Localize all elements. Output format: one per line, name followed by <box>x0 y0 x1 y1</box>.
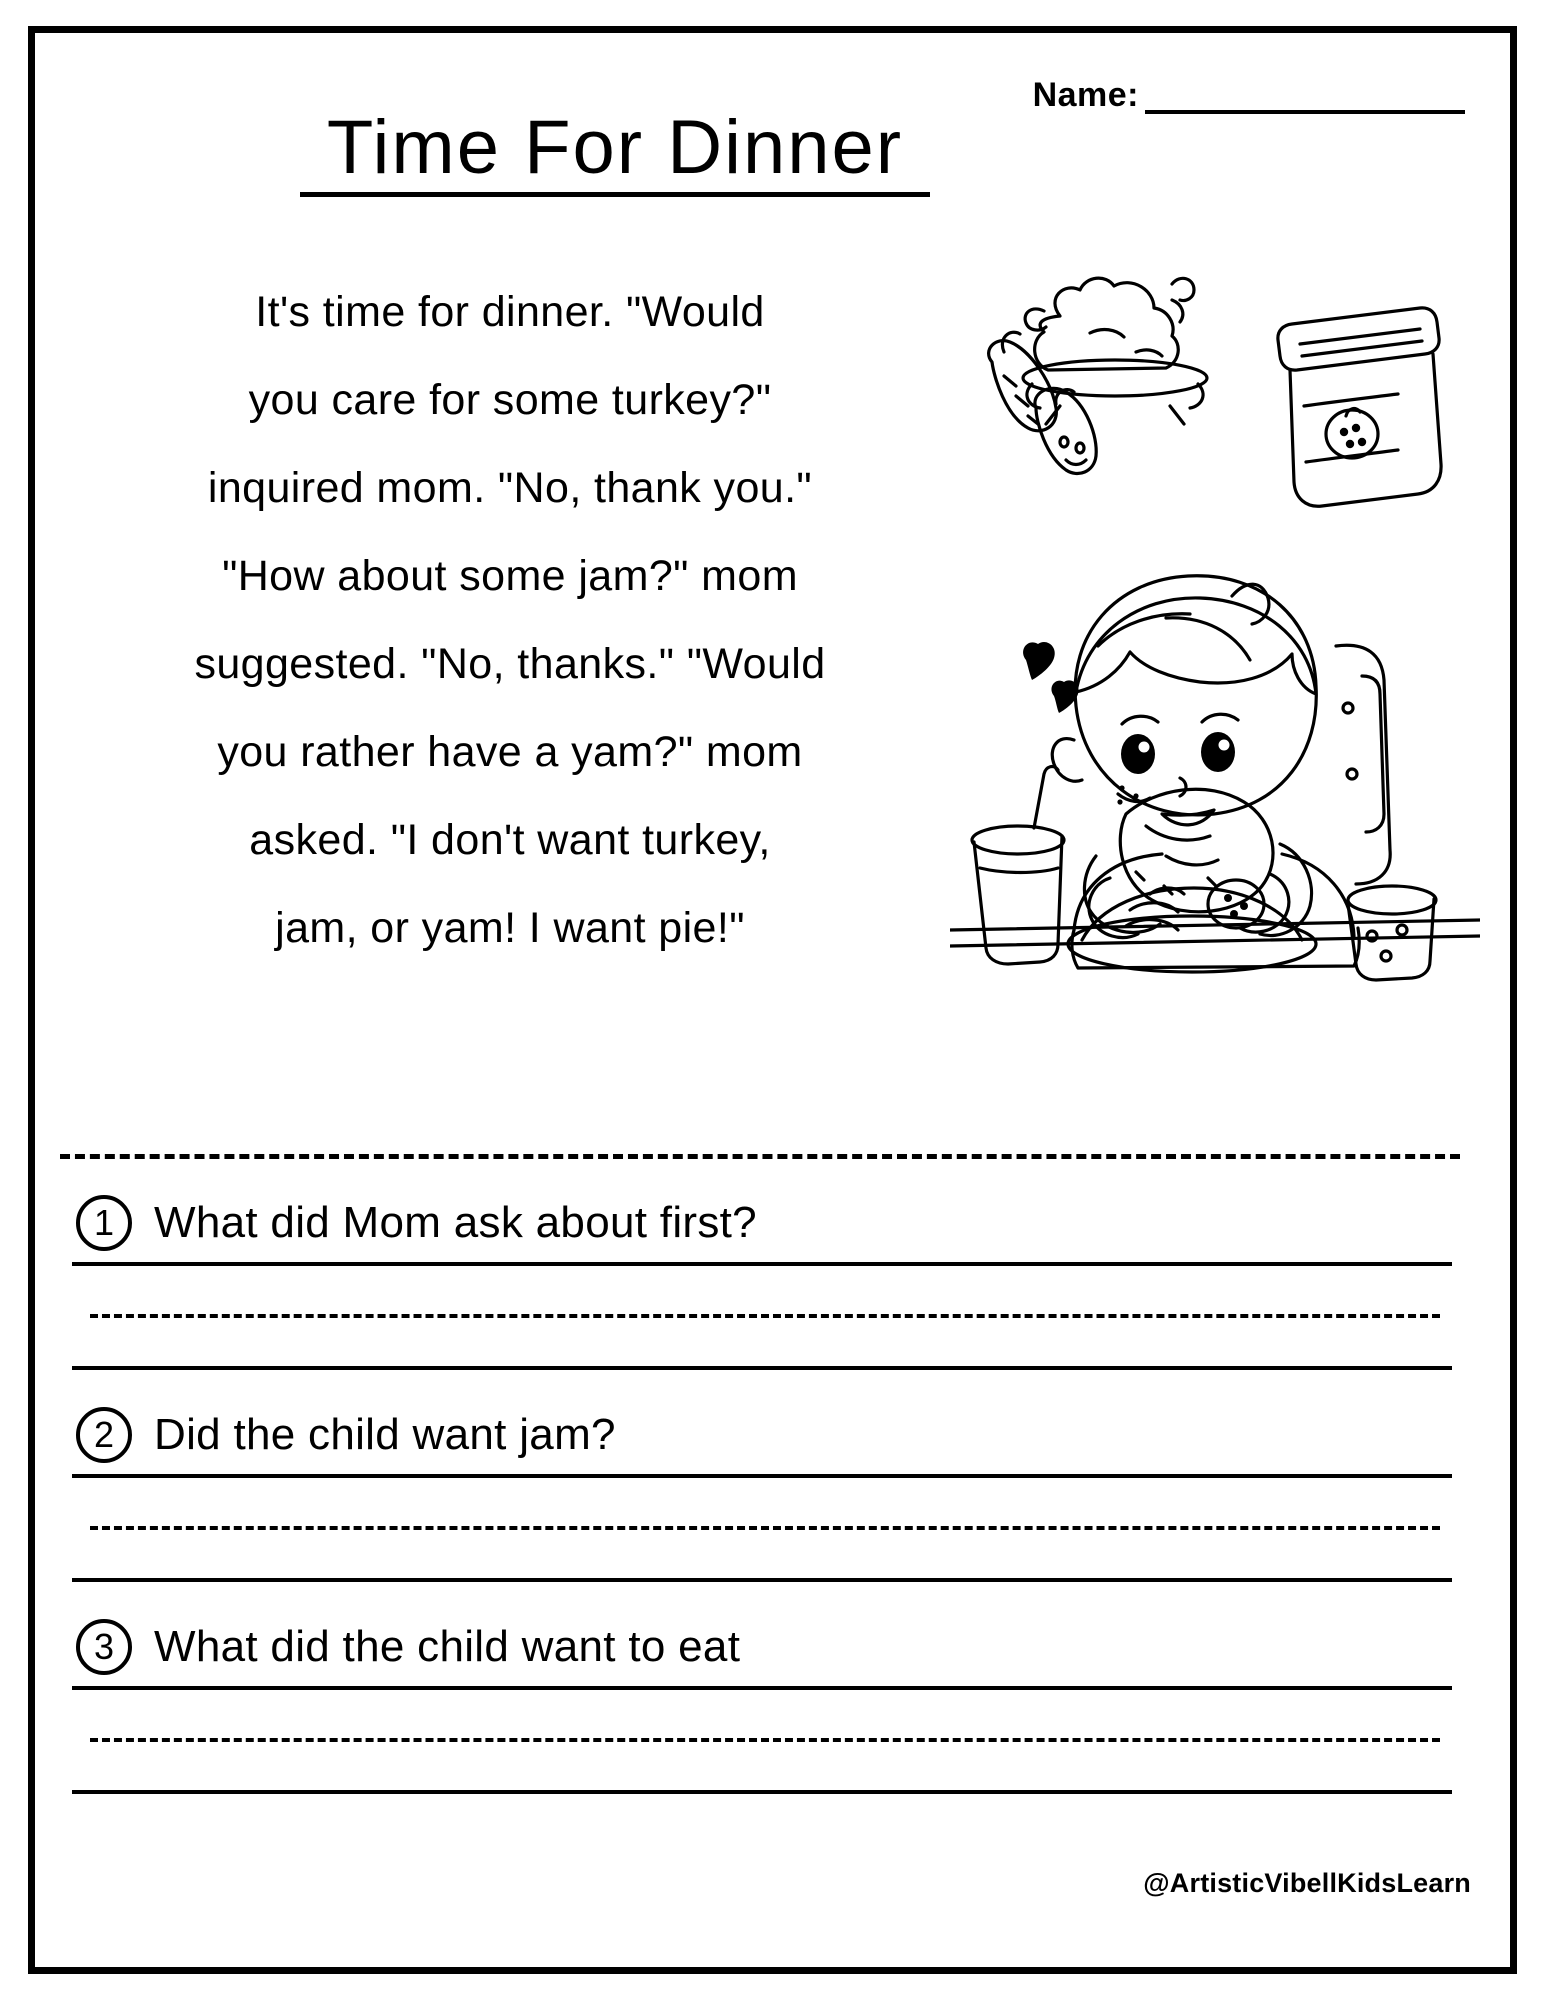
heart-icon <box>1023 642 1078 713</box>
story-line: It's time for dinner. "Would <box>255 288 765 336</box>
question-block <box>60 1398 1460 1594</box>
name-label: Name: <box>1032 76 1139 114</box>
answer-line-solid <box>72 1686 1452 1690</box>
answer-lines[interactable] <box>60 1686 1460 1806</box>
answer-line-dashed <box>90 1738 1440 1742</box>
question-text: What did the child want to eat <box>154 1622 741 1671</box>
question-row <box>60 1610 1460 1684</box>
answer-lines[interactable] <box>60 1262 1460 1382</box>
question-row <box>60 1398 1460 1472</box>
name-field-row <box>1033 72 1465 114</box>
answer-lines[interactable] <box>60 1474 1460 1594</box>
name-input-blank[interactable] <box>1145 72 1465 114</box>
story-line: jam, or yam! I want pie!" <box>275 904 745 952</box>
question-number: 3 <box>76 1619 132 1675</box>
story-line: "How about some jam?" mom <box>222 552 798 600</box>
story-line: suggested. "No, thanks." "Would <box>194 640 826 688</box>
story-line: inquired mom. "No, thank you." <box>207 464 813 512</box>
worksheet-content <box>60 56 1485 1944</box>
boy-head <box>1052 576 1316 825</box>
question-number: 1 <box>76 1195 132 1251</box>
questions-section <box>60 1186 1460 1822</box>
carrot-icon <box>989 332 1097 473</box>
footer-credit: @ArtisticVibellKidsLearn <box>1143 1868 1471 1898</box>
answer-line-solid <box>72 1474 1452 1478</box>
roast-turkey-carrot-jam-jar-illustration <box>940 256 1485 536</box>
answer-line-solid <box>72 1262 1452 1266</box>
section-divider <box>60 1154 1460 1159</box>
answer-line-solid <box>72 1366 1452 1370</box>
answer-line-dashed <box>90 1314 1440 1318</box>
question-row <box>60 1186 1460 1260</box>
title-underline <box>300 192 930 197</box>
chair-icon <box>1336 645 1390 884</box>
jam-jar-icon <box>1278 308 1441 506</box>
question-block <box>60 1186 1460 1382</box>
answer-line-solid <box>72 1790 1452 1794</box>
drink-cup-icon <box>972 767 1064 964</box>
story-line: you care for some turkey?" <box>248 376 772 424</box>
question-block <box>60 1610 1460 1806</box>
story-line: asked. "I don't want turkey, <box>249 816 771 864</box>
question-number: 2 <box>76 1407 132 1463</box>
page-title: Time For Dinner <box>326 105 904 190</box>
turkey-icon <box>1023 278 1207 424</box>
answer-line-dashed <box>90 1526 1440 1530</box>
story-line: you rather have a yam?" mom <box>217 728 803 776</box>
small-cup-icon <box>1348 886 1436 980</box>
answer-line-solid <box>72 1578 1452 1582</box>
question-text: Did the child want jam? <box>154 1410 616 1459</box>
boy-eating-at-table-illustration <box>950 526 1480 986</box>
title-block <box>275 105 955 197</box>
story-passage <box>70 268 950 972</box>
question-text: What did Mom ask about first? <box>154 1198 757 1247</box>
